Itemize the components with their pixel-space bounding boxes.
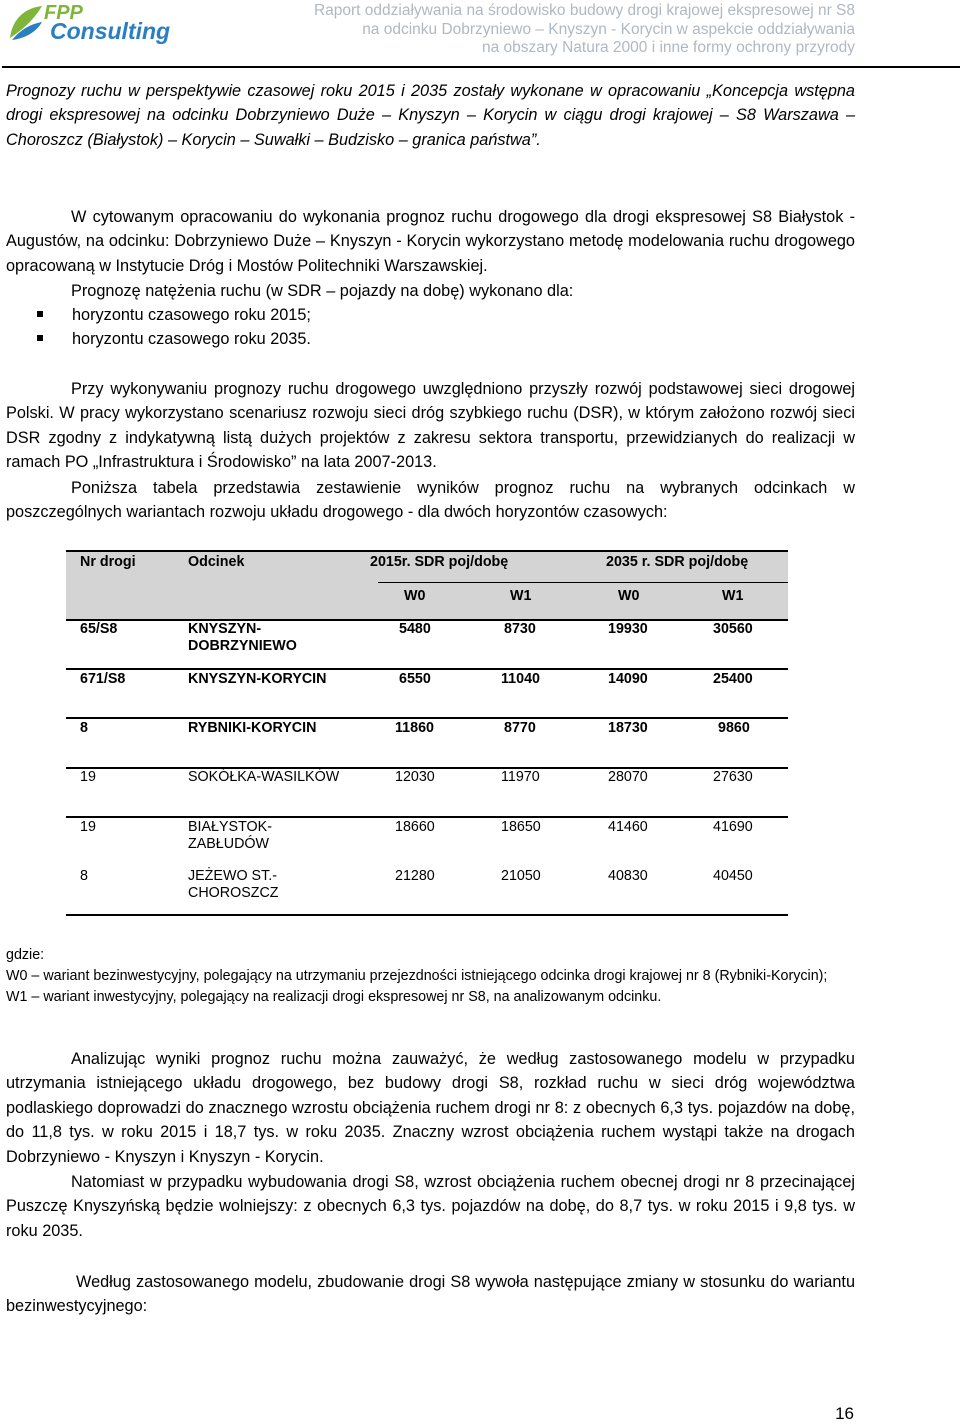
header-w0-2035: W0 <box>618 588 640 604</box>
row1-section: KNYSZYN- <box>188 621 262 637</box>
row4-w1-2035: 27630 <box>713 769 753 785</box>
paragraph-forecast-source: Prognozy ruchu w perspektywie czasowej roku 2015 i 2035 zostały wykonane w opracowaniu „Koncepcja wstępna drogi ekspresowej na odcinku Dobrzyniewo Duże – Knyszyn – Korycin w ciągu drogi krajowej – S8 Warszawa – Choroszcz (Białystok) – Korycin – Suwałki – Budzisko – granica państwa”. <box>6 82 855 149</box>
legend-w0: W0 – wariant bezinwestycyjny, polegający na utrzymaniu przejezdności istniejącego odcinka drogi krajowej nr 8 (Rybniki-Korycin); <box>6 968 828 984</box>
report-title-line-1: Raport oddziaływania na środowisko budowy drogi krajowej ekspresowej nr S8 <box>313 2 855 19</box>
list-item-text: horyzontu czasowego roku 2015; <box>72 306 311 324</box>
row3-road: 8 <box>80 720 88 736</box>
row6-section: JEŻEWO ST.- <box>188 868 277 884</box>
table-bottom-rule <box>66 914 788 916</box>
row3-w0-2015: 11860 <box>395 720 434 736</box>
paragraph-method: W cytowanym opracowaniu do wykonania prognoz ruchu drogowego dla drogi ekspresowej S8 Białystok - Augustów, na odcinku: Dobrzyniewo Duże – Knyszyn - Korycin wykorzystano metodę modelowania ruchu drogowego opracowaną w Instytucie Dróg i Mostów Politechniki Warszawskiej. <box>6 208 855 275</box>
legend-gdzie: gdzie: <box>6 947 45 963</box>
header-divider <box>2 66 960 68</box>
row2-w0-2035: 14090 <box>608 671 648 687</box>
row-rule <box>66 668 788 670</box>
row2-w1-2015: 11040 <box>501 671 540 687</box>
row3-w1-2035: 9860 <box>718 720 750 736</box>
list-item <box>6 327 855 351</box>
row5-w1-2015: 18650 <box>501 819 541 835</box>
row1-w1-2015: 8730 <box>504 621 536 637</box>
header-w1-2035: W1 <box>722 588 744 604</box>
report-title-line-2: na odcinku Dobrzyniewo – Knyszyn - Korycin w aspekcie oddziaływania <box>362 20 855 38</box>
row5-section: BIAŁYSTOK- <box>188 819 272 835</box>
page-header <box>0 0 960 68</box>
row5-road: 19 <box>80 819 96 835</box>
paragraph-model-changes: Według zastosowanego modelu, zbudowanie drogi S8 wywoła następujące zmiany w stosunku do wariantu bezinwestycyjnego: <box>6 1273 855 1316</box>
header-2015: 2015r. SDR poj/dobę <box>370 554 509 570</box>
list-item-text: horyzontu czasowego roku 2035. <box>72 330 311 349</box>
row3-w0-2035: 18730 <box>608 720 648 736</box>
row6-road: 8 <box>80 868 88 884</box>
row1-w1-2035: 30560 <box>713 621 753 637</box>
row4-w0-2015: 12030 <box>395 769 435 785</box>
row4-w1-2015: 11970 <box>501 769 540 785</box>
row6-w0-2035: 40830 <box>608 868 648 884</box>
header-road: Nr drogi <box>80 554 136 570</box>
table-top-rule <box>66 550 788 552</box>
paragraph-analysis: Analizując wyniki prognoz ruchu można zauważyć, że według zastosowanego modelu w przypadku utrzymania istniejącego układu drogowego, bez budowy drogi S8, rozkład ruchu w sieci dróg województwa podlaskiego doprowadzi do znacznego wzrostu obciążenia ruchem drogi nr 8: z obecnych 6,3 tys. pojazdów na dobę, do 11,8 tys. w roku 2015 i 18,7 tys. w roku 2035. Znaczny wzrost obciążenia ruchem wystąpi także na drogach Dobrzyniewo - Knyszyn i Knyszyn - Korycin. <box>6 1050 855 1166</box>
row1-w0-2035: 19930 <box>608 621 648 637</box>
report-title-line-3: na obszary Natura 2000 i inne formy ochrony przyrody <box>481 39 855 56</box>
logo-leaf-icon <box>6 2 46 42</box>
row6-section-cont: CHOROSZCZ <box>188 885 279 901</box>
row2-road: 671/S8 <box>80 671 126 687</box>
horizon-list <box>6 303 855 352</box>
row1-section-cont: DOBRZYNIEWO <box>188 638 297 654</box>
row4-w0-2035: 28070 <box>608 769 648 785</box>
row6-w0-2015: 21280 <box>395 868 435 884</box>
row1-road: 65/S8 <box>80 621 118 637</box>
header-w1-2015: W1 <box>510 588 532 604</box>
table-legend <box>6 945 866 1008</box>
row6-w1-2035: 40450 <box>713 868 753 884</box>
header-w0-2015: W0 <box>404 588 426 604</box>
paragraph-network-development: Przy wykonywaniu prognozy ruchu drogowego uwzględniono przyszły rozwój podstawowej sieci drogowej Polski. W pracy wykorzystano scenariusz rozwoju sieci dróg szybkiego ruchu (DSR), w którym założono rozwój sieci DSR zgodny z indykatywną listą dużych projektów z zakresu sektora transportu, przewidzianych do realizacji w ramach PO „Infrastruktura i Środowisko” na lata 2007-2013. <box>6 380 855 472</box>
table-subheader-rule <box>378 582 788 583</box>
row5-w0-2035: 41460 <box>608 819 648 835</box>
legend-w1: W1 – wariant inwestycyjny, polegający na realizacji drogi ekspresowej nr S8, na analizowanym odcinku. <box>6 989 662 1005</box>
row5-w1-2035: 41690 <box>713 819 753 835</box>
report-title <box>314 2 855 58</box>
row6-w1-2015: 21050 <box>501 868 541 884</box>
fpp-consulting-logo <box>6 2 176 46</box>
logo-text-fpp: FPP <box>44 2 83 24</box>
page-number: 16 <box>835 1404 854 1423</box>
row3-w1-2015: 8770 <box>504 720 536 736</box>
row-rule <box>66 717 788 719</box>
row1-w0-2015: 5480 <box>399 621 431 637</box>
row5-w0-2015: 18660 <box>395 819 435 835</box>
paragraph-table-intro: Poniższa tabela przedstawia zestawienie wyników prognoz ruchu na wybranych odcinkach w poszczególnych wariantach rozwoju układu drogowego - dla dwóch horyzontów czasowych: <box>6 479 855 522</box>
row3-section: RYBNIKI-KORYCIN <box>188 720 317 736</box>
row2-w1-2035: 25400 <box>713 671 753 687</box>
logo-text-consulting: Consulting <box>50 18 171 44</box>
paragraph-s8-effect: Natomiast w przypadku wybudowania drogi S8, wzrost obciążenia ruchem obecnej drogi nr 8 przecinającej Puszczę Knyszyńską będzie wolniejszy: z obecnych 6,3 tys. pojazdów na dobę, do 8,7 tys. w roku 2015 i 9,8 tys. w roku 2035. <box>6 1173 855 1240</box>
paragraph-forecast-for: Prognozę natężenia ruchu (w SDR – pojazdy na dobę) wykonano dla: <box>71 282 574 300</box>
row2-w0-2015: 6550 <box>399 671 431 687</box>
bullet-square-icon <box>37 335 43 341</box>
row-rule <box>66 816 788 818</box>
list-item <box>6 303 855 327</box>
header-section: Odcinek <box>188 554 245 570</box>
header-2035: 2035 r. SDR poj/dobę <box>606 554 749 570</box>
row2-section: KNYSZYN-KORYCIN <box>188 671 327 687</box>
traffic-forecast-table <box>66 548 788 918</box>
row5-section-cont: ZABŁUDÓW <box>188 836 270 852</box>
bullet-square-icon <box>37 311 43 317</box>
row4-road: 19 <box>80 769 96 785</box>
row4-section: SOKÓŁKA-WASILKÓW <box>188 769 340 785</box>
